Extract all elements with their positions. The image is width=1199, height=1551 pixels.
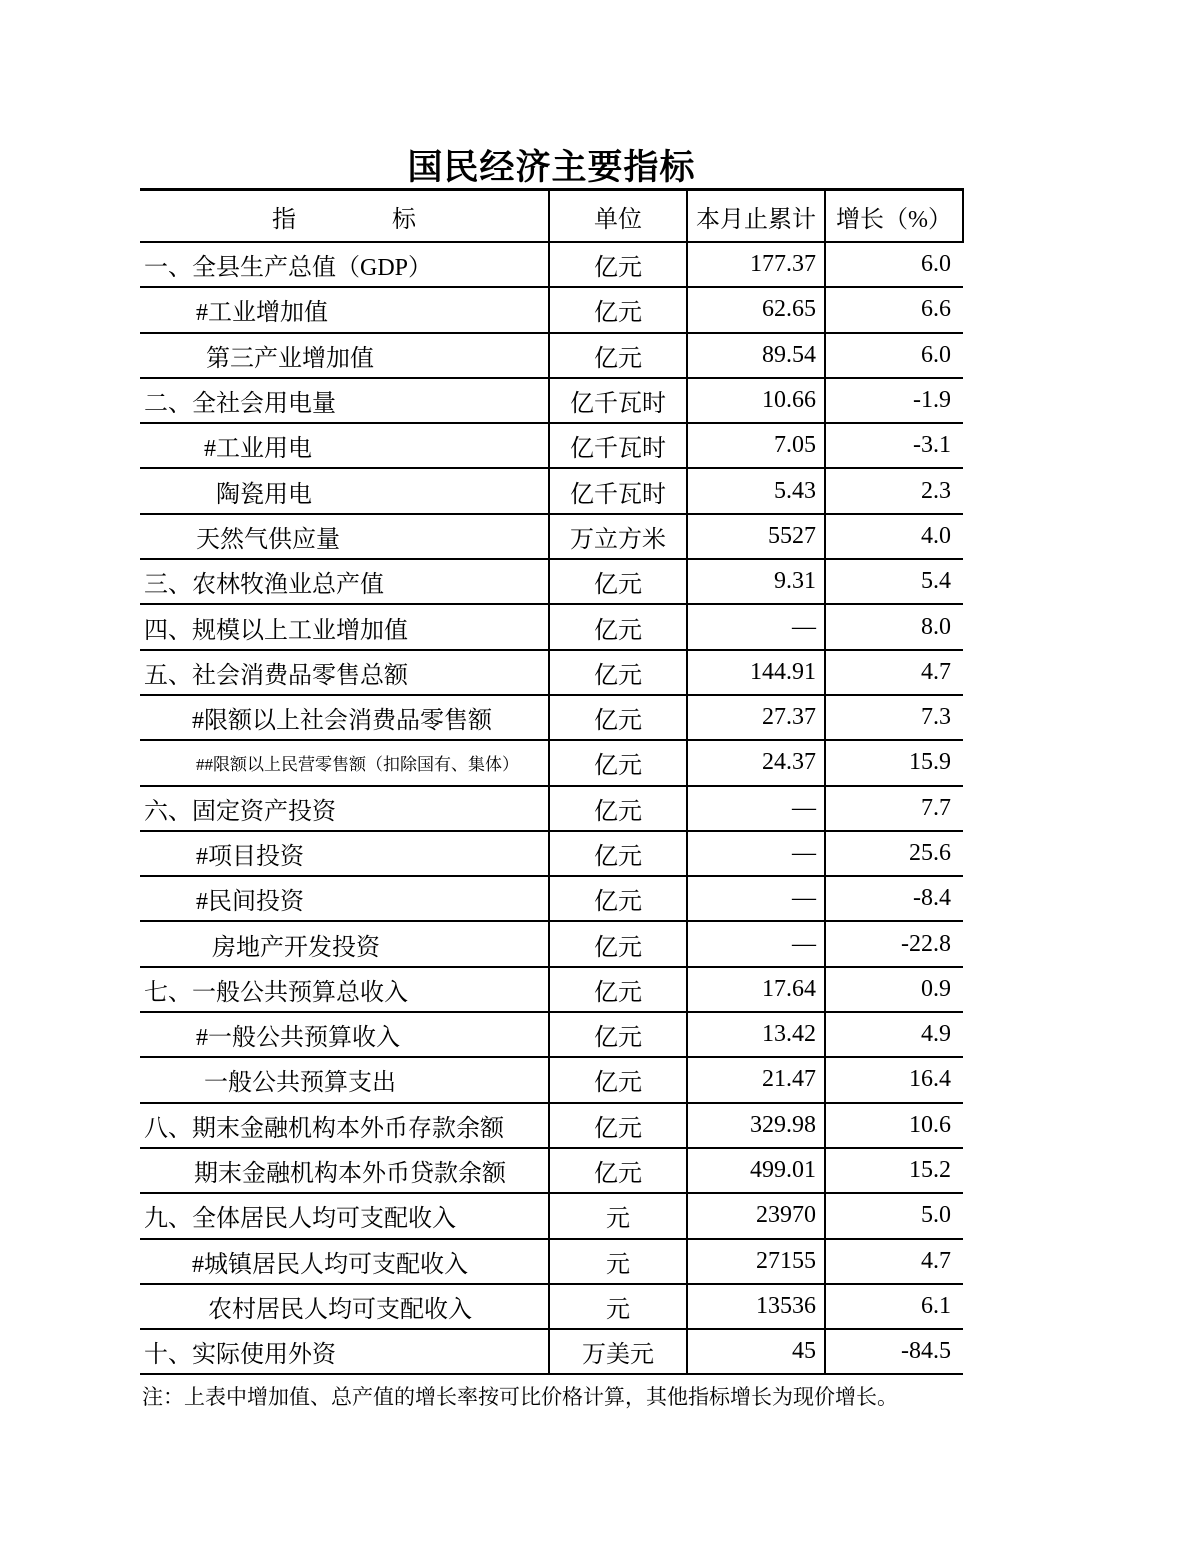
table-row bbox=[140, 604, 963, 649]
row-unit: 万立方米 bbox=[549, 514, 687, 559]
row-indicator: 陶瓷用电 bbox=[140, 468, 549, 513]
row-unit: 亿元 bbox=[549, 831, 687, 876]
row-growth: 15.2 bbox=[825, 1148, 963, 1193]
row-growth: 25.6 bbox=[825, 831, 963, 876]
row-indicator: 二、全社会用电量 bbox=[140, 378, 549, 423]
row-cumulative: — bbox=[687, 921, 825, 966]
row-indicator: 五、社会消费品零售总额 bbox=[140, 650, 549, 695]
table-row bbox=[140, 786, 963, 831]
row-unit: 亿千瓦时 bbox=[549, 468, 687, 513]
row-growth: 15.9 bbox=[825, 740, 963, 785]
row-cumulative: 5.43 bbox=[687, 468, 825, 513]
header-unit: 单位 bbox=[549, 190, 687, 243]
header-indicator: 指 标 bbox=[140, 190, 549, 243]
page-title: 国民经济主要指标 bbox=[407, 148, 696, 187]
row-unit: 亿元 bbox=[549, 1012, 687, 1057]
table-row bbox=[140, 1148, 963, 1193]
row-growth: -8.4 bbox=[825, 876, 963, 921]
row-indicator: #项目投资 bbox=[140, 831, 549, 876]
table-row bbox=[140, 514, 963, 559]
table-row bbox=[140, 1284, 963, 1329]
row-unit: 亿千瓦时 bbox=[549, 423, 687, 468]
row-unit: 亿元 bbox=[549, 1103, 687, 1148]
row-indicator: #城镇居民人均可支配收入 bbox=[140, 1239, 549, 1284]
table-row bbox=[140, 650, 963, 695]
row-unit: 万美元 bbox=[549, 1329, 687, 1374]
row-cumulative: — bbox=[687, 786, 825, 831]
row-cumulative: 7.05 bbox=[687, 423, 825, 468]
row-indicator: 九、全体居民人均可支配收入 bbox=[140, 1193, 549, 1238]
row-growth: -1.9 bbox=[825, 378, 963, 423]
row-cumulative: 13536 bbox=[687, 1284, 825, 1329]
table-row bbox=[140, 695, 963, 740]
row-indicator: 四、规模以上工业增加值 bbox=[140, 604, 549, 649]
row-cumulative: 144.91 bbox=[687, 650, 825, 695]
table-row bbox=[140, 967, 963, 1012]
row-unit: 元 bbox=[549, 1193, 687, 1238]
row-indicator: 期末金融机构本外币贷款余额 bbox=[140, 1148, 549, 1193]
row-indicator: 第三产业增加值 bbox=[140, 333, 549, 378]
row-cumulative: 27.37 bbox=[687, 695, 825, 740]
row-growth: 0.9 bbox=[825, 967, 963, 1012]
row-cumulative: — bbox=[687, 831, 825, 876]
table-row bbox=[140, 287, 963, 332]
table-body bbox=[140, 242, 963, 1374]
row-cumulative: 27155 bbox=[687, 1239, 825, 1284]
row-growth: 10.6 bbox=[825, 1103, 963, 1148]
row-cumulative: 13.42 bbox=[687, 1012, 825, 1057]
table-row bbox=[140, 1239, 963, 1284]
row-cumulative: 499.01 bbox=[687, 1148, 825, 1193]
row-unit: 亿元 bbox=[549, 650, 687, 695]
row-unit: 亿元 bbox=[549, 559, 687, 604]
economic-indicators-table bbox=[140, 188, 964, 1375]
table-row bbox=[140, 831, 963, 876]
row-growth: 6.6 bbox=[825, 287, 963, 332]
table-row bbox=[140, 921, 963, 966]
header-row bbox=[140, 190, 963, 243]
row-cumulative: 329.98 bbox=[687, 1103, 825, 1148]
row-indicator: 房地产开发投资 bbox=[140, 921, 549, 966]
row-growth: -84.5 bbox=[825, 1329, 963, 1374]
row-growth: 16.4 bbox=[825, 1057, 963, 1102]
row-growth: 5.4 bbox=[825, 559, 963, 604]
table-row bbox=[140, 1193, 963, 1238]
row-growth: 4.0 bbox=[825, 514, 963, 559]
row-cumulative: 21.47 bbox=[687, 1057, 825, 1102]
row-indicator: 六、固定资产投资 bbox=[140, 786, 549, 831]
table-row bbox=[140, 740, 963, 785]
row-indicator: ##限额以上民营零售额（扣除国有、集体） bbox=[140, 740, 549, 785]
row-unit: 亿元 bbox=[549, 876, 687, 921]
row-unit: 亿元 bbox=[549, 287, 687, 332]
row-unit: 亿元 bbox=[549, 604, 687, 649]
row-indicator: 一般公共预算支出 bbox=[140, 1057, 549, 1102]
row-unit: 元 bbox=[549, 1239, 687, 1284]
row-unit: 亿千瓦时 bbox=[549, 378, 687, 423]
row-cumulative: 17.64 bbox=[687, 967, 825, 1012]
row-unit: 亿元 bbox=[549, 695, 687, 740]
table-row bbox=[140, 559, 963, 604]
row-cumulative: 23970 bbox=[687, 1193, 825, 1238]
row-indicator: 十、实际使用外资 bbox=[140, 1329, 549, 1374]
row-cumulative: 45 bbox=[687, 1329, 825, 1374]
row-cumulative: 62.65 bbox=[687, 287, 825, 332]
table-row bbox=[140, 1103, 963, 1148]
row-cumulative: 24.37 bbox=[687, 740, 825, 785]
row-unit: 亿元 bbox=[549, 1148, 687, 1193]
table-row bbox=[140, 423, 963, 468]
row-indicator: 天然气供应量 bbox=[140, 514, 549, 559]
row-unit: 亿元 bbox=[549, 967, 687, 1012]
row-growth: 7.7 bbox=[825, 786, 963, 831]
row-growth: -22.8 bbox=[825, 921, 963, 966]
row-growth: 4.7 bbox=[825, 1239, 963, 1284]
row-unit: 元 bbox=[549, 1284, 687, 1329]
row-growth: 6.0 bbox=[825, 242, 963, 287]
row-indicator: #工业增加值 bbox=[140, 287, 549, 332]
row-growth: 6.0 bbox=[825, 333, 963, 378]
row-indicator: 农村居民人均可支配收入 bbox=[140, 1284, 549, 1329]
row-growth: 8.0 bbox=[825, 604, 963, 649]
row-cumulative: — bbox=[687, 876, 825, 921]
row-unit: 亿元 bbox=[549, 242, 687, 287]
row-unit: 亿元 bbox=[549, 921, 687, 966]
row-growth: 6.1 bbox=[825, 1284, 963, 1329]
row-indicator: 八、期末金融机构本外币存款余额 bbox=[140, 1103, 549, 1148]
row-unit: 亿元 bbox=[549, 333, 687, 378]
row-growth: 4.9 bbox=[825, 1012, 963, 1057]
row-growth: -3.1 bbox=[825, 423, 963, 468]
row-cumulative: 89.54 bbox=[687, 333, 825, 378]
row-indicator: #一般公共预算收入 bbox=[140, 1012, 549, 1057]
row-indicator: 七、一般公共预算总收入 bbox=[140, 967, 549, 1012]
row-cumulative: — bbox=[687, 604, 825, 649]
row-growth: 2.3 bbox=[825, 468, 963, 513]
table-header bbox=[140, 190, 963, 243]
row-unit: 亿元 bbox=[549, 786, 687, 831]
table-row bbox=[140, 333, 963, 378]
table-row bbox=[140, 1329, 963, 1374]
row-cumulative: 10.66 bbox=[687, 378, 825, 423]
row-growth: 5.0 bbox=[825, 1193, 963, 1238]
row-growth: 7.3 bbox=[825, 695, 963, 740]
table-row bbox=[140, 1057, 963, 1102]
row-unit: 亿元 bbox=[549, 740, 687, 785]
table-row bbox=[140, 876, 963, 921]
table-row bbox=[140, 378, 963, 423]
row-indicator: #工业用电 bbox=[140, 423, 549, 468]
row-indicator: #民间投资 bbox=[140, 876, 549, 921]
header-cumulative: 本月止累计 bbox=[687, 190, 825, 243]
table-row bbox=[140, 468, 963, 513]
row-indicator: 三、农林牧渔业总产值 bbox=[140, 559, 549, 604]
header-growth: 增长（%） bbox=[825, 190, 963, 243]
row-unit: 亿元 bbox=[549, 1057, 687, 1102]
row-cumulative: 5527 bbox=[687, 514, 825, 559]
row-cumulative: 9.31 bbox=[687, 559, 825, 604]
footnote: 注：上表中增加值、总产值的增长率按可比价格计算，其他指标增长为现价增长。 bbox=[142, 1385, 898, 1409]
row-cumulative: 177.37 bbox=[687, 242, 825, 287]
row-indicator: 一、全县生产总值（GDP） bbox=[140, 242, 549, 287]
row-growth: 4.7 bbox=[825, 650, 963, 695]
row-indicator: #限额以上社会消费品零售额 bbox=[140, 695, 549, 740]
table-row bbox=[140, 242, 963, 287]
table-row bbox=[140, 1012, 963, 1057]
